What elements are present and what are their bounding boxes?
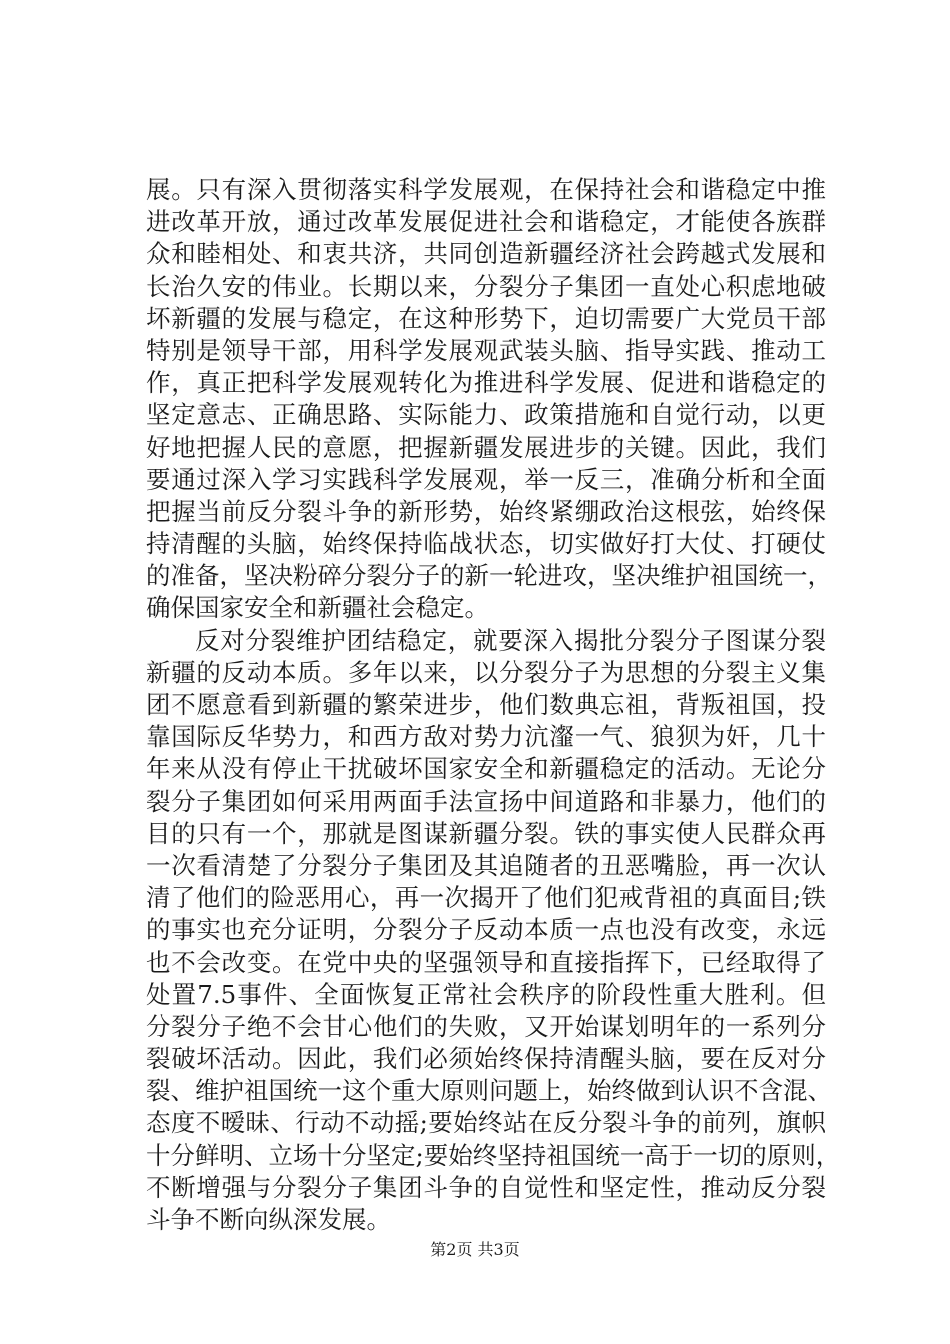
text-line: 分裂分子绝不会甘心他们的失败，又开始谋划明年的一系列分 [146,1011,826,1041]
text-line: 进改革开放，通过改革发展促进社会和谐稳定，才能使各族群 [146,207,826,237]
text-line: 不断增强与分裂分子集团斗争的自觉性和坚定性，推动反分裂 [146,1172,826,1202]
text-line: 清了他们的险恶用心，再一次揭开了他们犯戒背祖的真面目;铁 [146,883,826,913]
text-line: 坚定意志、正确思路、实际能力、政策措施和自觉行动，以更 [146,400,826,430]
text-line: 裂分子集团如何采用两面手法宣扬中间道路和非暴力，他们的 [146,786,826,816]
text-line: 十分鲜明、立场十分坚定;要始终坚持祖国统一高于一切的原则， [146,1140,841,1170]
text-line: 反对分裂维护团结稳定，就要深入揭批分裂分子图谋分裂 [195,625,826,655]
paragraph [146,174,832,625]
text-line: 好地把握人民的意愿，把握新疆发展进步的关键。因此，我们 [146,432,826,462]
page-footer: 第2页 共3页 [430,1240,520,1259]
text-line: 展。只有深入贯彻落实科学发展观，在保持社会和谐稳定中推 [146,175,826,204]
text-line: 也不会改变。在党中央的坚强领导和直接指挥下，已经取得了 [146,947,826,977]
text-line: 裂破坏活动。因此，我们必须始终保持清醒头脑，要在反对分 [146,1044,826,1074]
text-line: 确保国家安全和新疆社会稳定。 [146,593,489,623]
text-line: 目的只有一个，那就是图谋新疆分裂。铁的事实使人民群众再 [146,818,826,848]
text-line: 年来从没有停止干扰破坏国家安全和新疆稳定的活动。无论分 [146,754,826,784]
text-line: 坏新疆的发展与稳定，在这种形势下，迫切需要广大党员干部 [146,303,826,333]
text-line: 把握当前反分裂斗争的新形势，始终紧绷政治这根弦，始终保 [146,496,826,526]
paragraph [146,625,841,1237]
text-line: 处置7.5事件、全面恢复正常社会秩序的阶段性重大胜利。但 [146,979,826,1009]
text-line: 裂、维护祖国统一这个重大原则问题上，始终做到认识不含混、 [146,1076,832,1106]
text-line: 的事实也充分证明，分裂分子反动本质一点也没有改变，永远 [146,915,826,945]
text-line: 的准备，坚决粉碎分裂分子的新一轮进攻，坚决维护祖国统一， [146,561,832,591]
text-line: 作，真正把科学发展观转化为推进科学发展、促进和谐稳定的 [146,368,826,398]
text-line: 持清醒的头脑，始终保持临战状态，切实做好打大仗、打硬仗 [146,529,826,559]
text-line: 特别是领导干部，用科学发展观武装头脑、指导实践、推动工 [146,335,826,365]
text-line: 靠国际反华势力，和西方敌对势力沆瀣一气、狼狈为奸，几十 [146,722,826,752]
text-line: 众和睦相处、和衷共济，共同创造新疆经济社会跨越式发展和 [146,239,826,269]
text-line: 斗争不断向纵深发展。 [146,1205,391,1234]
text-line: 一次看清楚了分裂分子集团及其追随者的丑恶嘴脸，再一次认 [146,850,826,880]
text-line: 团不愿意看到新疆的繁荣进步，他们数典忘祖，背叛祖国，投 [146,690,826,719]
text-line: 长治久安的伟业。长期以来，分裂分子集团一直处心积虑地破 [146,271,826,301]
text-line: 态度不暧昧、行动不动摇;要始终站在反分裂斗争的前列，旗帜 [146,1108,826,1138]
text-line: 要通过深入学习实践科学发展观，举一反三，准确分析和全面 [146,464,826,494]
text-line: 新疆的反动本质。多年以来，以分裂分子为思想的分裂主义集 [146,657,826,687]
body-text [146,174,841,1236]
